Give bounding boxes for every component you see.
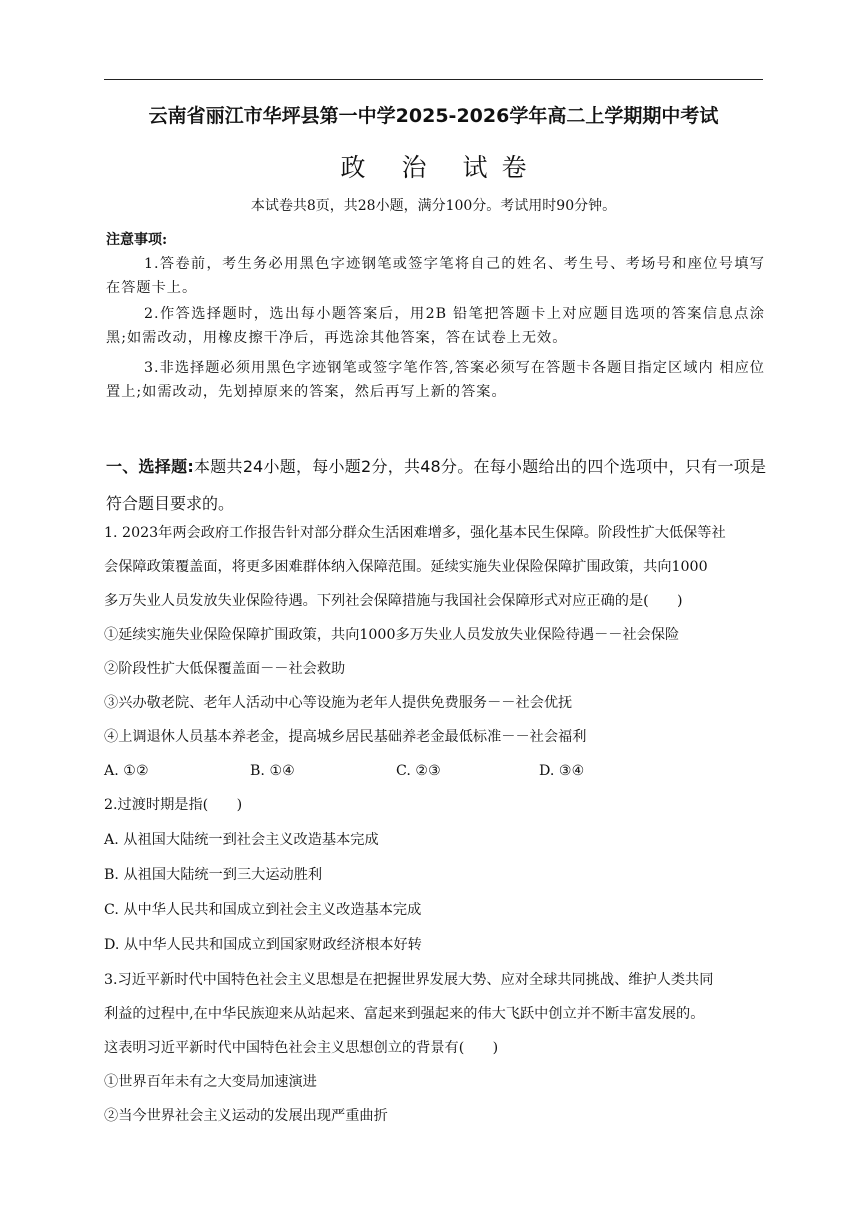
- note-item: 3.非选择题必须用黑色字迹钢笔或签字笔作答,答案必须写在答题卡各题目指定区域内 相应位置上;如需改动，先划掉原来的答案，然后再写上新的答案。: [106, 360, 765, 400]
- q1-options: [104, 759, 664, 783]
- question-stem-line: 2.过渡时期是指( ): [104, 797, 243, 813]
- question-statement: ①延续实施失业保险保障扩围政策，共向1000多万失业人员发放失业保险待遇－－社会保险: [104, 627, 680, 643]
- question-stem-line: 3.习近平新时代中国特色社会主义思想是在把握世界发展大势、应对全球共同挑战、维护人类共同: [104, 972, 714, 988]
- section-label: 一、选择题:: [106, 457, 194, 476]
- paper-info: 本试卷共8页，共28小题，满分100分。考试用时90分钟。: [250, 198, 617, 214]
- school-title: 云南省丽江市华坪县第一中学2025-2026学年高二上学期期中考试: [148, 105, 719, 127]
- question-stem-line: 利益的过程中,在中华民族迎来从站起来、富起来到强起来的伟大飞跃中创立并不断丰富发展的。: [104, 1006, 705, 1022]
- header-rule: [104, 79, 763, 80]
- question-statement: ③兴办敬老院、老年人活动中心等设施为老年人提供免费服务－－社会优抚: [104, 695, 573, 711]
- section-heading: [106, 448, 766, 522]
- option-b[interactable]: B. ①④: [250, 763, 295, 779]
- option-b[interactable]: B. 从祖国大陆统一到三大运动胜利: [104, 867, 323, 883]
- option-d[interactable]: D. ③④: [539, 763, 585, 779]
- option-c[interactable]: C. 从中华人民共和国成立到社会主义改造基本完成: [104, 902, 422, 918]
- note-item: 1.答卷前，考生务必用黑色字迹钢笔或签字笔将自己的姓名、考生号、考场号和座位号填写在答题卡上。: [106, 256, 765, 296]
- question-stem-line: 这表明习近平新时代中国特色社会主义思想创立的背景有( ): [104, 1040, 499, 1056]
- question-statement: ④上调退休人员基本养老金，提高城乡居民基础养老金最低标准－－社会福利: [104, 729, 587, 745]
- question-statement: ②当今世界社会主义运动的发展出现严重曲折: [104, 1108, 388, 1124]
- question-stem-line: 会保障政策覆盖面，将更多困难群体纳入保障范围。延续实施失业保险保障扩围政策，共向1000: [104, 559, 708, 575]
- option-c[interactable]: C. ②③: [396, 763, 441, 779]
- paper-title: 政 治 试卷: [340, 153, 541, 182]
- option-d[interactable]: D. 从中华人民共和国成立到国家财政经济根本好转: [104, 937, 422, 953]
- notes-heading: 注意事项:: [106, 232, 168, 248]
- question-stem-line: 1. 2023年两会政府工作报告针对部分群众生活困难增多，强化基本民生保障。阶段性扩大低保等社: [104, 525, 726, 541]
- option-a[interactable]: A. ①②: [104, 763, 149, 779]
- option-a[interactable]: A. 从祖国大陆统一到社会主义改造基本完成: [104, 832, 379, 848]
- question-stem-line: 多万失业人员发放失业保险待遇。下列社会保障措施与我国社会保障形式对应正确的是( ): [104, 593, 683, 609]
- section-instructions: 本题共24小题，每小题2分，共48分。在每小题给出的四个选项中，只有一项是符合题目要求的。: [106, 457, 767, 513]
- note-item: 2.作答选择题时，选出每小题答案后，用2B 铅笔把答题卡上对应题目选项的答案信息点涂黑;如需改动，用橡皮擦干净后，再选涂其他答案，答在试卷上无效。: [106, 306, 765, 346]
- question-statement: ②阶段性扩大低保覆盖面－－社会救助: [104, 661, 346, 677]
- question-statement: ①世界百年未有之大变局加速演进: [104, 1074, 317, 1090]
